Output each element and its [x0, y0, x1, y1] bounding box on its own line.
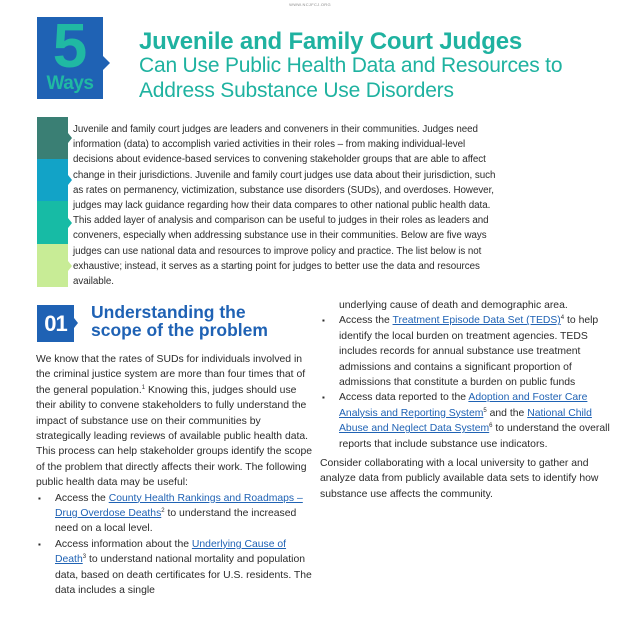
color-bar-teal [37, 201, 68, 244]
color-bar-dark-teal [37, 117, 68, 159]
teds-link[interactable]: Treatment Episode Data Set (TEDS) [392, 315, 561, 327]
intro-paragraph [73, 122, 498, 289]
footnote-ref: 6 [489, 423, 493, 430]
bullet-icon: ▪ [322, 393, 325, 403]
item-text: Access information about the [55, 538, 192, 550]
left-column [36, 352, 314, 599]
section-number-badge: 01 [37, 305, 74, 342]
bullet-icon: ▪ [38, 493, 41, 503]
badge-number: 5 [52, 12, 88, 81]
item-text: to understand the increased need on a local level. [55, 508, 297, 535]
section-arrow-icon [74, 318, 78, 328]
ncands-link[interactable]: National Child Abuse and Neglect Data System [339, 407, 592, 435]
page-title: Juvenile and Family Court Judges [139, 28, 523, 55]
footnote-ref: 4 [560, 315, 565, 322]
color-bar-blue [37, 159, 68, 201]
list-item [320, 313, 610, 390]
badge-word: Ways [46, 73, 94, 94]
right-column [320, 298, 610, 502]
item-text: to understand national mortality and population data, based on death certificates for U.S. residents. The data includes a single [55, 554, 312, 597]
item-text: to help identify the local burden on treatment agencies. TEDS includes records for annual substance use treatment admissions and contains a significant proportion of admissions that constitute a burden on public funds [339, 315, 599, 389]
para-text: We know that the rates of SUDs for individuals involved in the criminal justice system are more than four times that of the general population. [36, 354, 306, 396]
para-text: Knowing this, judges should use their ability to convene stakeholders to fully understand the impact of substance use on their communities by strategically leading reviews of available public health data. This process can help stakeholder groups identify the scope of the problem that directly affects their work. The following public health data may be useful: [36, 384, 313, 489]
footnote-ref: 3 [82, 554, 87, 561]
continued-text: underlying cause of death and demographic area. [339, 300, 568, 311]
notch-icon [68, 133, 72, 143]
section-title-line2: scope of the problem [91, 320, 268, 340]
list-item [36, 491, 314, 537]
badge-arrow-icon [103, 56, 110, 70]
county-health-rankings-link[interactable]: County Health Rankings and Roadmaps – Drug Overdose Deaths [55, 492, 303, 520]
footnote-ref: 5 [483, 407, 487, 414]
resource-list [36, 491, 314, 599]
item-text: Access the [339, 315, 393, 327]
site-url: WWW.NCJFCJ.ORG [289, 2, 331, 7]
footnote-ref: 2 [161, 508, 165, 515]
resource-list-continued [320, 313, 610, 452]
notch-icon [68, 175, 72, 185]
list-item [36, 537, 314, 599]
underlying-cause-of-death-link[interactable]: Underlying Cause of Death [55, 538, 287, 566]
intro-text: Juvenile and family court judges are leaders and conveners in their communities. Judges need information (data) to accomplish varied activities in their roles – from making individual-level decisions about evidence-based services to convening stakeholder groups that are able to affect change in their jurisdictions. Juvenile and family court judges use data about their jurisdiction, such as rates on permanency, victimization, substance use disorders (SUDs), and overdoses. However, judges may lack guidance regarding how their data compares to other national public health data. This added layer of analysis and comparison can be useful to judges in their roles as leaders and conveners, especially when addressing substance use in their communities. Below are five ways judges can use national data and resources to improve policy and practice. The list below is not exhaustive; instead, it serves as a starting point for judges to better use the data and resources available. [73, 124, 496, 288]
notch-icon [68, 261, 72, 271]
item-text: Access data reported to the [339, 392, 469, 404]
item-text: and the [486, 407, 528, 419]
notch-icon [68, 218, 72, 228]
page-subtitle-line2: Address Substance Use Disorders [139, 79, 454, 102]
page-subtitle-line1: Can Use Public Health Data and Resources to [139, 54, 563, 77]
bullet-icon: ▪ [38, 539, 41, 549]
section-paragraph [36, 352, 314, 491]
closing-paragraph: Consider collaborating with a local university to gather and analyze data from publicly available data sets to identify how substance use affects the community. [320, 458, 599, 500]
section-title [91, 303, 268, 339]
item-text: to understand the overall reports that include substance use indicators. [339, 423, 610, 450]
footnote-ref: 1 [141, 384, 146, 391]
color-bar-light-green [37, 244, 68, 287]
afcars-link[interactable]: Adoption and Foster Care Analysis and Reporting System [339, 392, 588, 419]
bullet-icon: ▪ [322, 316, 325, 326]
list-item [320, 390, 610, 452]
item-text: Access the [55, 492, 109, 504]
section-title-line1: Understanding the [91, 302, 246, 322]
five-ways-badge [37, 12, 103, 99]
